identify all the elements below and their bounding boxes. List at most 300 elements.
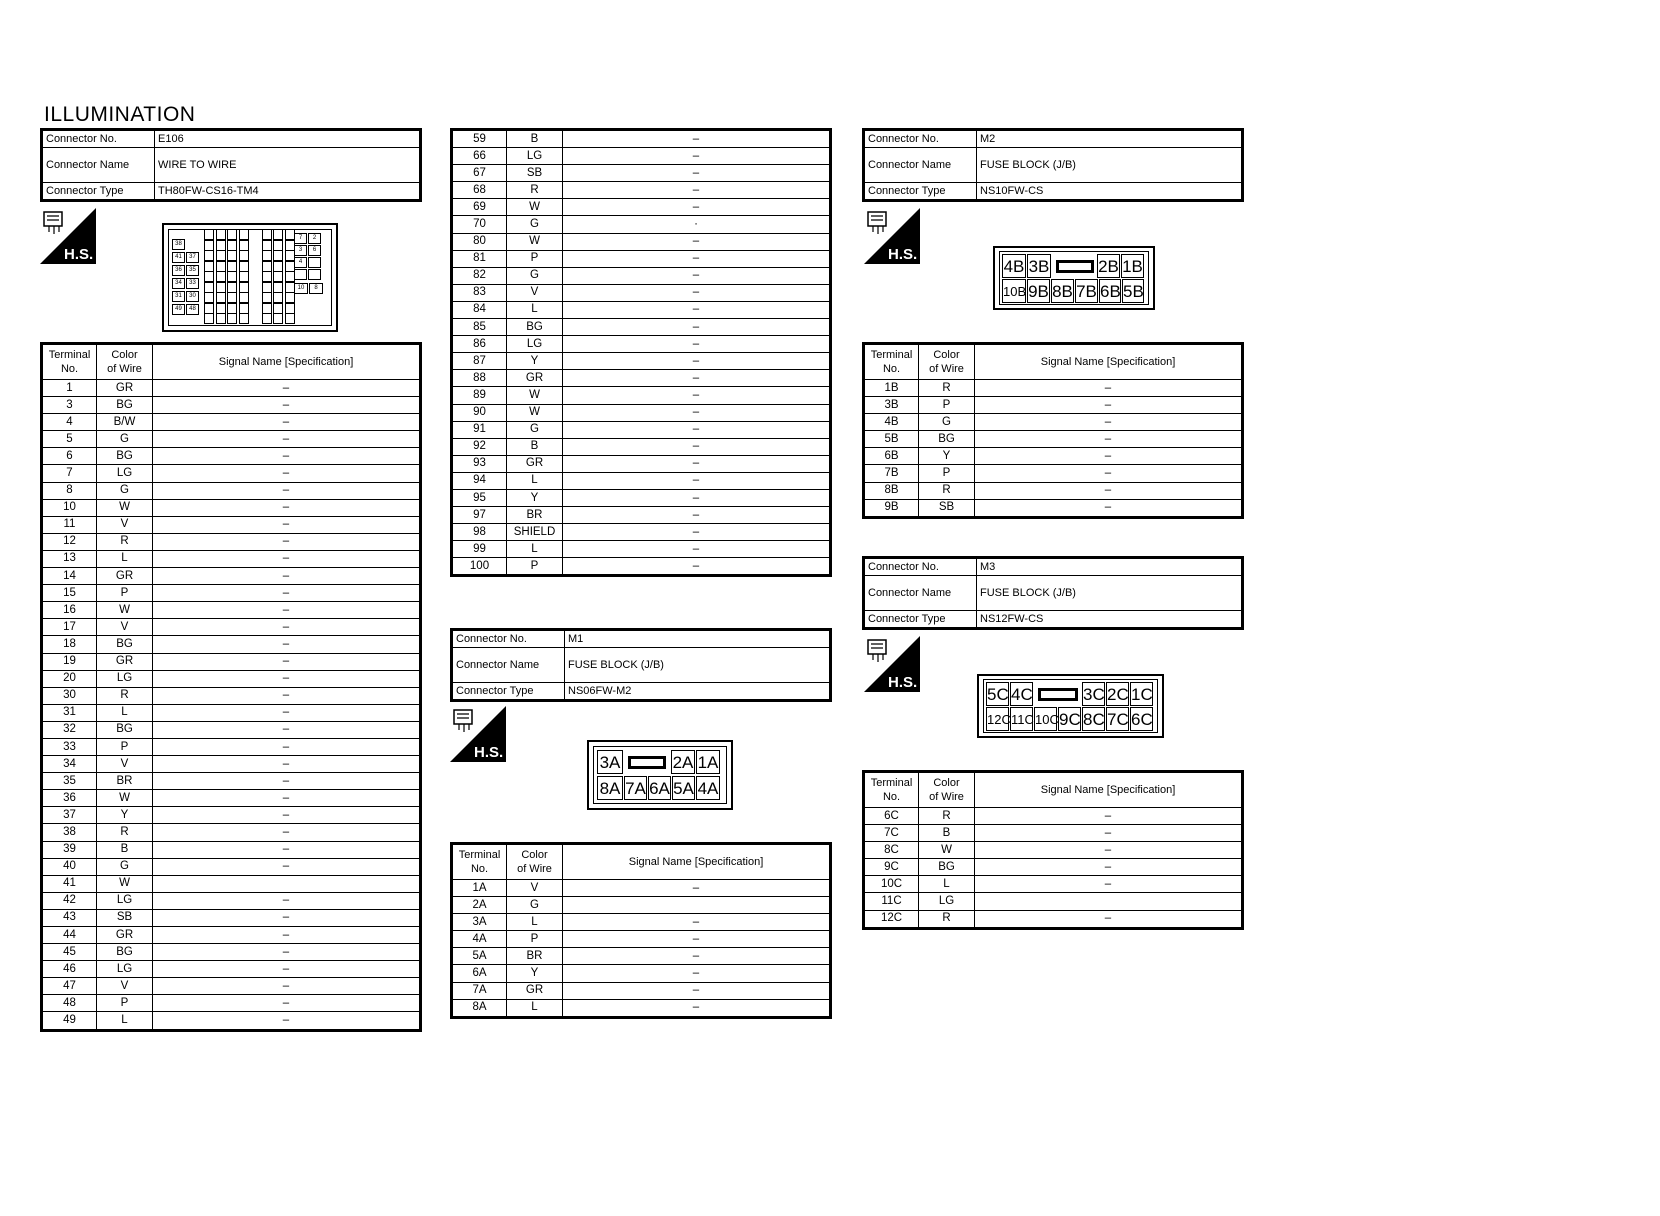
connector-type-value: NS06FW-M2 [565, 683, 831, 701]
signal-name-header: Signal Name [Specification] [975, 344, 1243, 380]
connector-no-label: Connector No. [42, 130, 155, 148]
terminal-no-cell: 10 [42, 499, 97, 516]
pin-label: 1C [1130, 682, 1153, 706]
wire-color-cell: BG [97, 397, 153, 414]
signal-name-cell: – [153, 550, 421, 567]
cavity: 3 [294, 245, 307, 256]
wire-color-cell: LG [507, 148, 563, 165]
terminal-no-cell: 11C [864, 893, 919, 910]
signal-name-cell: – [153, 704, 421, 721]
signal-name-cell: – [153, 944, 421, 961]
connector-type-value: NS10FW-CS [977, 183, 1243, 201]
wire-color-cell: R [97, 824, 153, 841]
table-row [864, 859, 1243, 876]
table-row [42, 602, 421, 619]
signal-name-cell: – [153, 961, 421, 978]
terminal-no-cell: 66 [452, 148, 507, 165]
signal-name-cell: – [563, 948, 831, 965]
wire-color-cell: P [919, 465, 975, 482]
cavity [227, 229, 237, 240]
terminal-no-cell: 59 [452, 130, 507, 148]
table-row [42, 807, 421, 824]
wire-color-cell: LG [97, 465, 153, 482]
cavity [227, 250, 237, 261]
table-row [864, 380, 1243, 397]
table-row [864, 465, 1243, 482]
terminal-no-header: Terminal No. [42, 344, 97, 380]
wire-color-cell: B [97, 841, 153, 858]
cavity [239, 313, 249, 324]
m1-header [450, 628, 832, 702]
table-row [42, 687, 421, 704]
wire-color-cell: R [919, 380, 975, 397]
terminal-no-cell: 3B [864, 397, 919, 414]
wire-color-cell: SB [97, 909, 153, 926]
table-row [864, 431, 1243, 448]
terminal-no-cell: 70 [452, 216, 507, 233]
terminal-no-cell: 42 [42, 892, 97, 909]
terminal-no-cell: 68 [452, 182, 507, 199]
pin-label: 4C [1010, 682, 1033, 706]
table-row [452, 507, 831, 524]
cavity: 31 [172, 291, 185, 302]
terminal-no-cell: 45 [42, 944, 97, 961]
terminal-no-cell: 81 [452, 250, 507, 267]
wire-color-cell: W [919, 842, 975, 859]
wire-color-cell: BG [919, 431, 975, 448]
cavity [239, 250, 249, 261]
m2-connector-face [993, 246, 1155, 310]
harness-side-icon [864, 636, 920, 692]
pin-label: 2B [1097, 254, 1120, 278]
connector-name-value: FUSE BLOCK (J/B) [565, 648, 831, 683]
wire-color-cell: W [97, 875, 153, 892]
signal-name-cell: – [563, 199, 831, 216]
wire-color-cell: G [507, 421, 563, 438]
wire-color-cell: P [507, 250, 563, 267]
signal-name-cell: – [975, 482, 1243, 499]
wire-color-cell: R [507, 182, 563, 199]
wire-color-cell: L [507, 472, 563, 489]
pin-label: 3C [1082, 682, 1105, 706]
wire-color-cell: L [507, 301, 563, 318]
terminal-no-cell: 30 [42, 687, 97, 704]
table-row [42, 1012, 421, 1030]
cavity [285, 313, 295, 324]
table-row [42, 721, 421, 738]
wire-color-cell: BR [97, 773, 153, 790]
signal-name-cell: – [563, 130, 831, 148]
cavity: 35 [186, 265, 199, 276]
pin-label: 11C [1010, 707, 1033, 731]
table-row [42, 550, 421, 567]
cavity [239, 271, 249, 282]
wire-color-cell: Y [919, 448, 975, 465]
wire-color-cell: V [507, 880, 563, 897]
cavity [262, 240, 272, 251]
connector-no-value: M2 [977, 130, 1243, 148]
connector-type-label: Connector Type [452, 683, 565, 701]
wire-color-cell: SB [919, 499, 975, 517]
m3-terminal-table [862, 770, 1244, 930]
cavity [273, 240, 283, 251]
wire-color-cell: B [919, 825, 975, 842]
terminal-no-cell: 1A [452, 880, 507, 897]
signal-name-cell: – [153, 687, 421, 704]
connector-no-value: E106 [155, 130, 421, 148]
terminal-no-cell: 8A [452, 999, 507, 1017]
signal-name-cell: – [153, 773, 421, 790]
cavity: 10 [294, 283, 308, 294]
terminal-no-cell: 91 [452, 421, 507, 438]
wire-color-cell: V [507, 284, 563, 301]
table-row [864, 414, 1243, 431]
terminal-no-cell: 8 [42, 482, 97, 499]
cavity [262, 292, 272, 303]
m1-terminal-table [450, 842, 832, 1019]
cavity [216, 229, 226, 240]
cavity: 6 [308, 245, 321, 256]
wire-color-cell: BG [919, 859, 975, 876]
cavity: 37 [186, 252, 199, 263]
connector-name-label: Connector Name [864, 148, 977, 183]
signal-name-cell: – [563, 455, 831, 472]
signal-name-cell [563, 897, 831, 914]
terminal-no-cell: 87 [452, 353, 507, 370]
e106-header [40, 128, 422, 202]
cavity [204, 303, 214, 314]
signal-name-cell: – [563, 301, 831, 318]
cavity [285, 271, 295, 282]
wire-color-cell: LG [97, 670, 153, 687]
signal-name-cell: – [563, 438, 831, 455]
wire-color-cell: GR [507, 370, 563, 387]
signal-name-cell: – [153, 995, 421, 1012]
terminal-no-cell: 15 [42, 585, 97, 602]
lock-tab [1056, 260, 1094, 273]
table-row [864, 910, 1243, 928]
pin-label: 10B [1002, 279, 1026, 303]
table-row [452, 999, 831, 1017]
table-row [42, 585, 421, 602]
terminal-no-cell: 47 [42, 978, 97, 995]
signal-name-cell: – [153, 670, 421, 687]
signal-name-cell: – [563, 319, 831, 336]
signal-name-cell: – [153, 533, 421, 550]
connector-name-label: Connector Name [452, 648, 565, 683]
table-row [42, 482, 421, 499]
pin-label: 3A [597, 750, 623, 774]
signal-name-cell: – [153, 978, 421, 995]
wire-color-cell: L [97, 550, 153, 567]
wire-color-cell: G [919, 414, 975, 431]
wire-color-cell: LG [97, 961, 153, 978]
cavity [294, 269, 307, 280]
terminal-no-cell: 1B [864, 380, 919, 397]
table-row [42, 756, 421, 773]
connector-type-label: Connector Type [42, 183, 155, 201]
wire-color-cell: W [507, 387, 563, 404]
table-row [452, 267, 831, 284]
terminal-no-cell: 7C [864, 825, 919, 842]
wire-color-cell: R [919, 910, 975, 928]
pin-label: 5C [986, 682, 1009, 706]
cavity [285, 292, 295, 303]
terminal-no-cell: 48 [42, 995, 97, 1012]
terminal-no-cell: 3 [42, 397, 97, 414]
signal-name-header: Signal Name [Specification] [563, 844, 831, 880]
signal-name-cell: – [153, 499, 421, 516]
cavity: 38 [172, 239, 185, 250]
wire-color-cell: W [507, 233, 563, 250]
wire-color-cell: GR [97, 653, 153, 670]
e106-terminal-table-continued [450, 128, 832, 577]
cavity [227, 282, 237, 293]
signal-name-cell: – [153, 414, 421, 431]
terminal-no-cell: 38 [42, 824, 97, 841]
table-row [452, 897, 831, 914]
terminal-no-cell: 4 [42, 414, 97, 431]
pin-label: 6C [1130, 707, 1153, 731]
cavity [262, 282, 272, 293]
signal-name-cell: – [153, 892, 421, 909]
table-row [42, 841, 421, 858]
table-row [452, 301, 831, 318]
signal-name-cell: – [153, 1012, 421, 1030]
wire-color-cell: SHIELD [507, 524, 563, 541]
table-row [42, 516, 421, 533]
table-row [42, 944, 421, 961]
signal-name-cell: – [153, 841, 421, 858]
terminal-no-cell: 94 [452, 472, 507, 489]
table-row [452, 438, 831, 455]
cavity [216, 271, 226, 282]
signal-name-cell: – [563, 250, 831, 267]
wire-color-cell: GR [97, 568, 153, 585]
signal-name-cell: – [563, 558, 831, 576]
signal-name-cell: – [153, 568, 421, 585]
signal-name-cell: – [563, 880, 831, 897]
terminal-no-cell: 89 [452, 387, 507, 404]
signal-name-cell: – [975, 431, 1243, 448]
pin-label: 7C [1106, 707, 1129, 731]
signal-name-cell: – [563, 931, 831, 948]
cavity [239, 229, 249, 240]
wire-color-cell: V [97, 978, 153, 995]
terminal-no-cell: 12C [864, 910, 919, 928]
table-row [42, 568, 421, 585]
pin-label: 4B [1002, 254, 1026, 278]
table-row [452, 284, 831, 301]
cavity [239, 303, 249, 314]
table-row [452, 165, 831, 182]
lock-tab [1038, 688, 1078, 701]
signal-name-cell: – [563, 353, 831, 370]
wire-color-cell: V [97, 619, 153, 636]
wire-color-cell: G [97, 858, 153, 875]
cavity [216, 240, 226, 251]
cavity: 41 [172, 252, 185, 263]
signal-name-cell: – [563, 284, 831, 301]
connector-no-label: Connector No. [864, 558, 977, 576]
cavity [262, 303, 272, 314]
cavity [216, 250, 226, 261]
signal-name-cell: – [975, 397, 1243, 414]
pin-label: 7A [624, 776, 647, 800]
signal-name-cell: – [563, 524, 831, 541]
terminal-no-cell: 18 [42, 636, 97, 653]
wire-color-cell: Y [507, 489, 563, 506]
table-row [452, 233, 831, 250]
signal-name-cell: – [975, 825, 1243, 842]
cavity [227, 292, 237, 303]
signal-name-cell: – [563, 914, 831, 931]
terminal-no-cell: 11 [42, 516, 97, 533]
table-row [452, 982, 831, 999]
table-row [42, 738, 421, 755]
cavity: 48 [186, 304, 199, 315]
cavity [227, 313, 237, 324]
table-row [452, 489, 831, 506]
terminal-no-cell: 40 [42, 858, 97, 875]
wire-color-cell: G [97, 482, 153, 499]
terminal-no-cell: 4B [864, 414, 919, 431]
wire-color-cell: R [97, 687, 153, 704]
cavity: 8 [309, 283, 323, 294]
terminal-no-cell: 82 [452, 267, 507, 284]
table-row [42, 380, 421, 397]
table-row [452, 965, 831, 982]
terminal-no-cell: 5A [452, 948, 507, 965]
terminal-no-cell: 8B [864, 482, 919, 499]
signal-name-cell: – [153, 824, 421, 841]
pin-label: 1A [696, 750, 720, 774]
pin-label: 3B [1027, 254, 1051, 278]
cavity [308, 257, 321, 268]
terminal-no-cell: 44 [42, 927, 97, 944]
cavity [239, 261, 249, 272]
terminal-no-cell: 98 [452, 524, 507, 541]
cavity [273, 313, 283, 324]
cavity: 4 [294, 257, 307, 268]
terminal-no-cell: 83 [452, 284, 507, 301]
table-row [42, 431, 421, 448]
pin-label: 7B [1075, 279, 1098, 303]
table-row [42, 465, 421, 482]
table-row [452, 948, 831, 965]
signal-name-cell: – [563, 387, 831, 404]
wire-color-cell: Y [507, 965, 563, 982]
cavity [216, 292, 226, 303]
terminal-no-header: Terminal No. [452, 844, 507, 880]
terminal-no-header: Terminal No. [864, 344, 919, 380]
wire-color-cell: G [97, 431, 153, 448]
wire-color-cell: BR [507, 507, 563, 524]
table-row [452, 182, 831, 199]
wire-color-cell: BG [97, 636, 153, 653]
wire-color-cell: LG [97, 892, 153, 909]
table-row [42, 704, 421, 721]
connector-name-value: FUSE BLOCK (J/B) [977, 576, 1243, 611]
signal-name-cell: – [153, 619, 421, 636]
signal-name-cell: – [153, 738, 421, 755]
table-row [452, 524, 831, 541]
table-row [452, 541, 831, 558]
color-wire-header: Color of Wire [507, 844, 563, 880]
table-row [864, 499, 1243, 517]
pin-label: 10C [1034, 707, 1057, 731]
wire-color-cell: B [507, 130, 563, 148]
wire-color-cell: LG [507, 336, 563, 353]
signal-name-cell: – [975, 465, 1243, 482]
table-row [864, 876, 1243, 893]
cavity [262, 261, 272, 272]
connector-no-value: M3 [977, 558, 1243, 576]
terminal-no-cell: 67 [452, 165, 507, 182]
signal-name-cell: – [153, 756, 421, 773]
signal-name-cell: – [153, 653, 421, 670]
connector-type-label: Connector Type [864, 611, 977, 629]
cavity [216, 282, 226, 293]
svg-text:H.S.: H.S. [888, 674, 918, 691]
table-row [864, 825, 1243, 842]
terminal-no-cell: 85 [452, 319, 507, 336]
signal-name-cell: – [975, 910, 1243, 928]
pin-label: 9C [1058, 707, 1081, 731]
pin-label: 8C [1082, 707, 1105, 731]
page-title: ILLUMINATION [44, 103, 196, 126]
cavity [227, 261, 237, 272]
cavity [204, 229, 214, 240]
table-row [42, 909, 421, 926]
signal-name-cell: – [153, 397, 421, 414]
signal-name-cell: – [563, 267, 831, 284]
table-row [42, 961, 421, 978]
wire-color-cell: LG [919, 893, 975, 910]
table-row [42, 448, 421, 465]
cavity [216, 261, 226, 272]
cavity [273, 282, 283, 293]
cavity [204, 250, 214, 261]
wire-color-cell: G [507, 216, 563, 233]
signal-name-cell: – [153, 721, 421, 738]
table-row [452, 216, 831, 233]
terminal-no-cell: 9C [864, 859, 919, 876]
table-row [864, 397, 1243, 414]
cavity [239, 240, 249, 251]
connector-name-value: WIRE TO WIRE [155, 148, 421, 183]
m3-connector-face [977, 674, 1164, 738]
signal-name-header: Signal Name [Specification] [153, 344, 421, 380]
cavity [285, 261, 295, 272]
cavity: 33 [186, 278, 199, 289]
table-row [42, 653, 421, 670]
terminal-no-cell: 1 [42, 380, 97, 397]
pin-label: 5A [672, 776, 695, 800]
terminal-no-cell: 4A [452, 931, 507, 948]
signal-name-cell: – [975, 380, 1243, 397]
terminal-no-cell: 6C [864, 808, 919, 825]
pin-label: 6B [1099, 279, 1121, 303]
wire-color-cell: L [507, 999, 563, 1017]
m1-connector-face [587, 740, 733, 810]
signal-name-cell: – [563, 982, 831, 999]
signal-name-cell: – [563, 472, 831, 489]
table-row [42, 636, 421, 653]
wire-color-cell: Y [507, 353, 563, 370]
cavity [262, 271, 272, 282]
cavity [204, 282, 214, 293]
